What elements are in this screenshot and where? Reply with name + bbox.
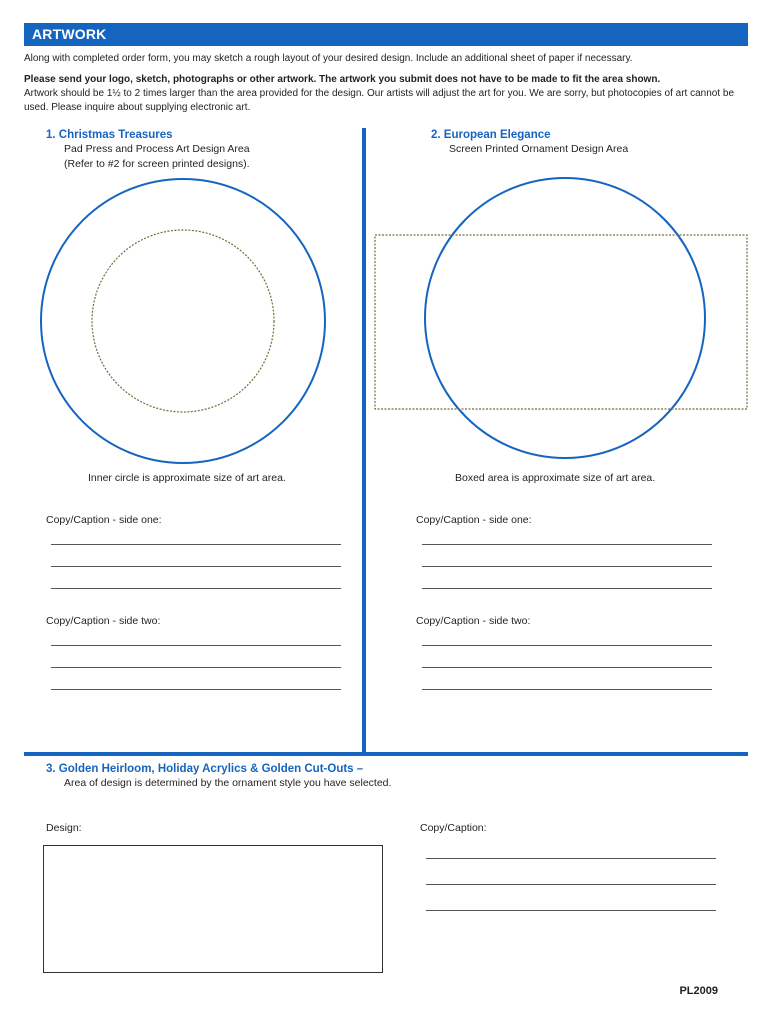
section-1-side-one-line-2[interactable] (51, 566, 341, 567)
section-3-caption-label: Copy/Caption: (420, 822, 487, 834)
section-3-caption-line-2[interactable] (426, 884, 716, 885)
section-3-design-label: Design: (46, 822, 82, 834)
section-2-title: 2. European Elegance (431, 129, 551, 141)
horizontal-divider (24, 752, 748, 756)
section-2-caption-side-one-label: Copy/Caption - side one: (416, 514, 532, 526)
section-header-bar (24, 23, 748, 46)
page-title: ARTWORK (32, 26, 107, 42)
section-1-side-one-line-1[interactable] (51, 544, 341, 545)
section-2-caption-side-two-label: Copy/Caption - side two: (416, 615, 531, 627)
design-box[interactable] (43, 845, 383, 973)
section-1-title: 1. Christmas Treasures (46, 129, 173, 141)
section-1-side-one-line-3[interactable] (51, 588, 341, 589)
section-2-size-note: Boxed area is approximate size of art area. (455, 472, 656, 484)
section-1-refer-note: (Refer to #2 for screen printed designs). (64, 158, 250, 170)
section-3-subtitle: Area of design is determined by the ornament style you have selected. (64, 777, 392, 789)
intro-text (24, 52, 750, 115)
section-2-side-one-line-1[interactable] (422, 544, 712, 545)
section-1-side-two-line-3[interactable] (51, 689, 341, 690)
section-1-side-two-line-1[interactable] (51, 645, 341, 646)
section-1-caption-side-two-label: Copy/Caption - side two: (46, 615, 161, 627)
section-2-side-one-line-2[interactable] (422, 566, 712, 567)
section-2-side-two-line-1[interactable] (422, 645, 712, 646)
form-code: PL2009 (679, 985, 718, 997)
section-2-heading (431, 129, 628, 157)
section-2-side-two-line-3[interactable] (422, 689, 712, 690)
ornament-circle (425, 178, 705, 458)
section-1-heading (46, 129, 250, 172)
section-3-caption-line-1[interactable] (426, 858, 716, 859)
section-2-drawing (372, 175, 752, 475)
vertical-divider (362, 128, 366, 754)
section-3-caption-line-3[interactable] (426, 910, 716, 911)
section-3-heading (46, 763, 391, 791)
section-1-subtitle: Pad Press and Process Art Design Area (64, 143, 250, 155)
section-3-title: 3. Golden Heirloom, Holiday Acrylics & Golden Cut-Outs – (46, 763, 364, 775)
section-1-caption-side-one-label: Copy/Caption - side one: (46, 514, 162, 526)
section-2-subtitle: Screen Printed Ornament Design Area (449, 143, 629, 155)
ornament-outer-circle (41, 179, 325, 463)
section-2-side-two-line-2[interactable] (422, 667, 712, 668)
art-area-inner-circle (92, 230, 274, 412)
section-1-drawing (30, 175, 360, 475)
intro-bold-line: Please send your logo, sketch, photographs or other artwork. The artwork you submit does not have to be made to fit the area shown. (24, 74, 661, 85)
section-1-size-note: Inner circle is approximate size of art area. (88, 472, 286, 484)
section-1-side-two-line-2[interactable] (51, 667, 341, 668)
section-2-side-one-line-3[interactable] (422, 588, 712, 589)
art-area-box (375, 235, 747, 409)
intro-line-1: Along with completed order form, you may sketch a rough layout of your desired design. Include an additional sheet of paper if necessary. (24, 53, 633, 64)
intro-line-2: Artwork should be 1½ to 2 times larger than the area provided for the design. Our artists will adjust the art for you. We are sorry, but photocopies of art cannot be used. Please inquire about supplying electronic art. (24, 88, 734, 113)
